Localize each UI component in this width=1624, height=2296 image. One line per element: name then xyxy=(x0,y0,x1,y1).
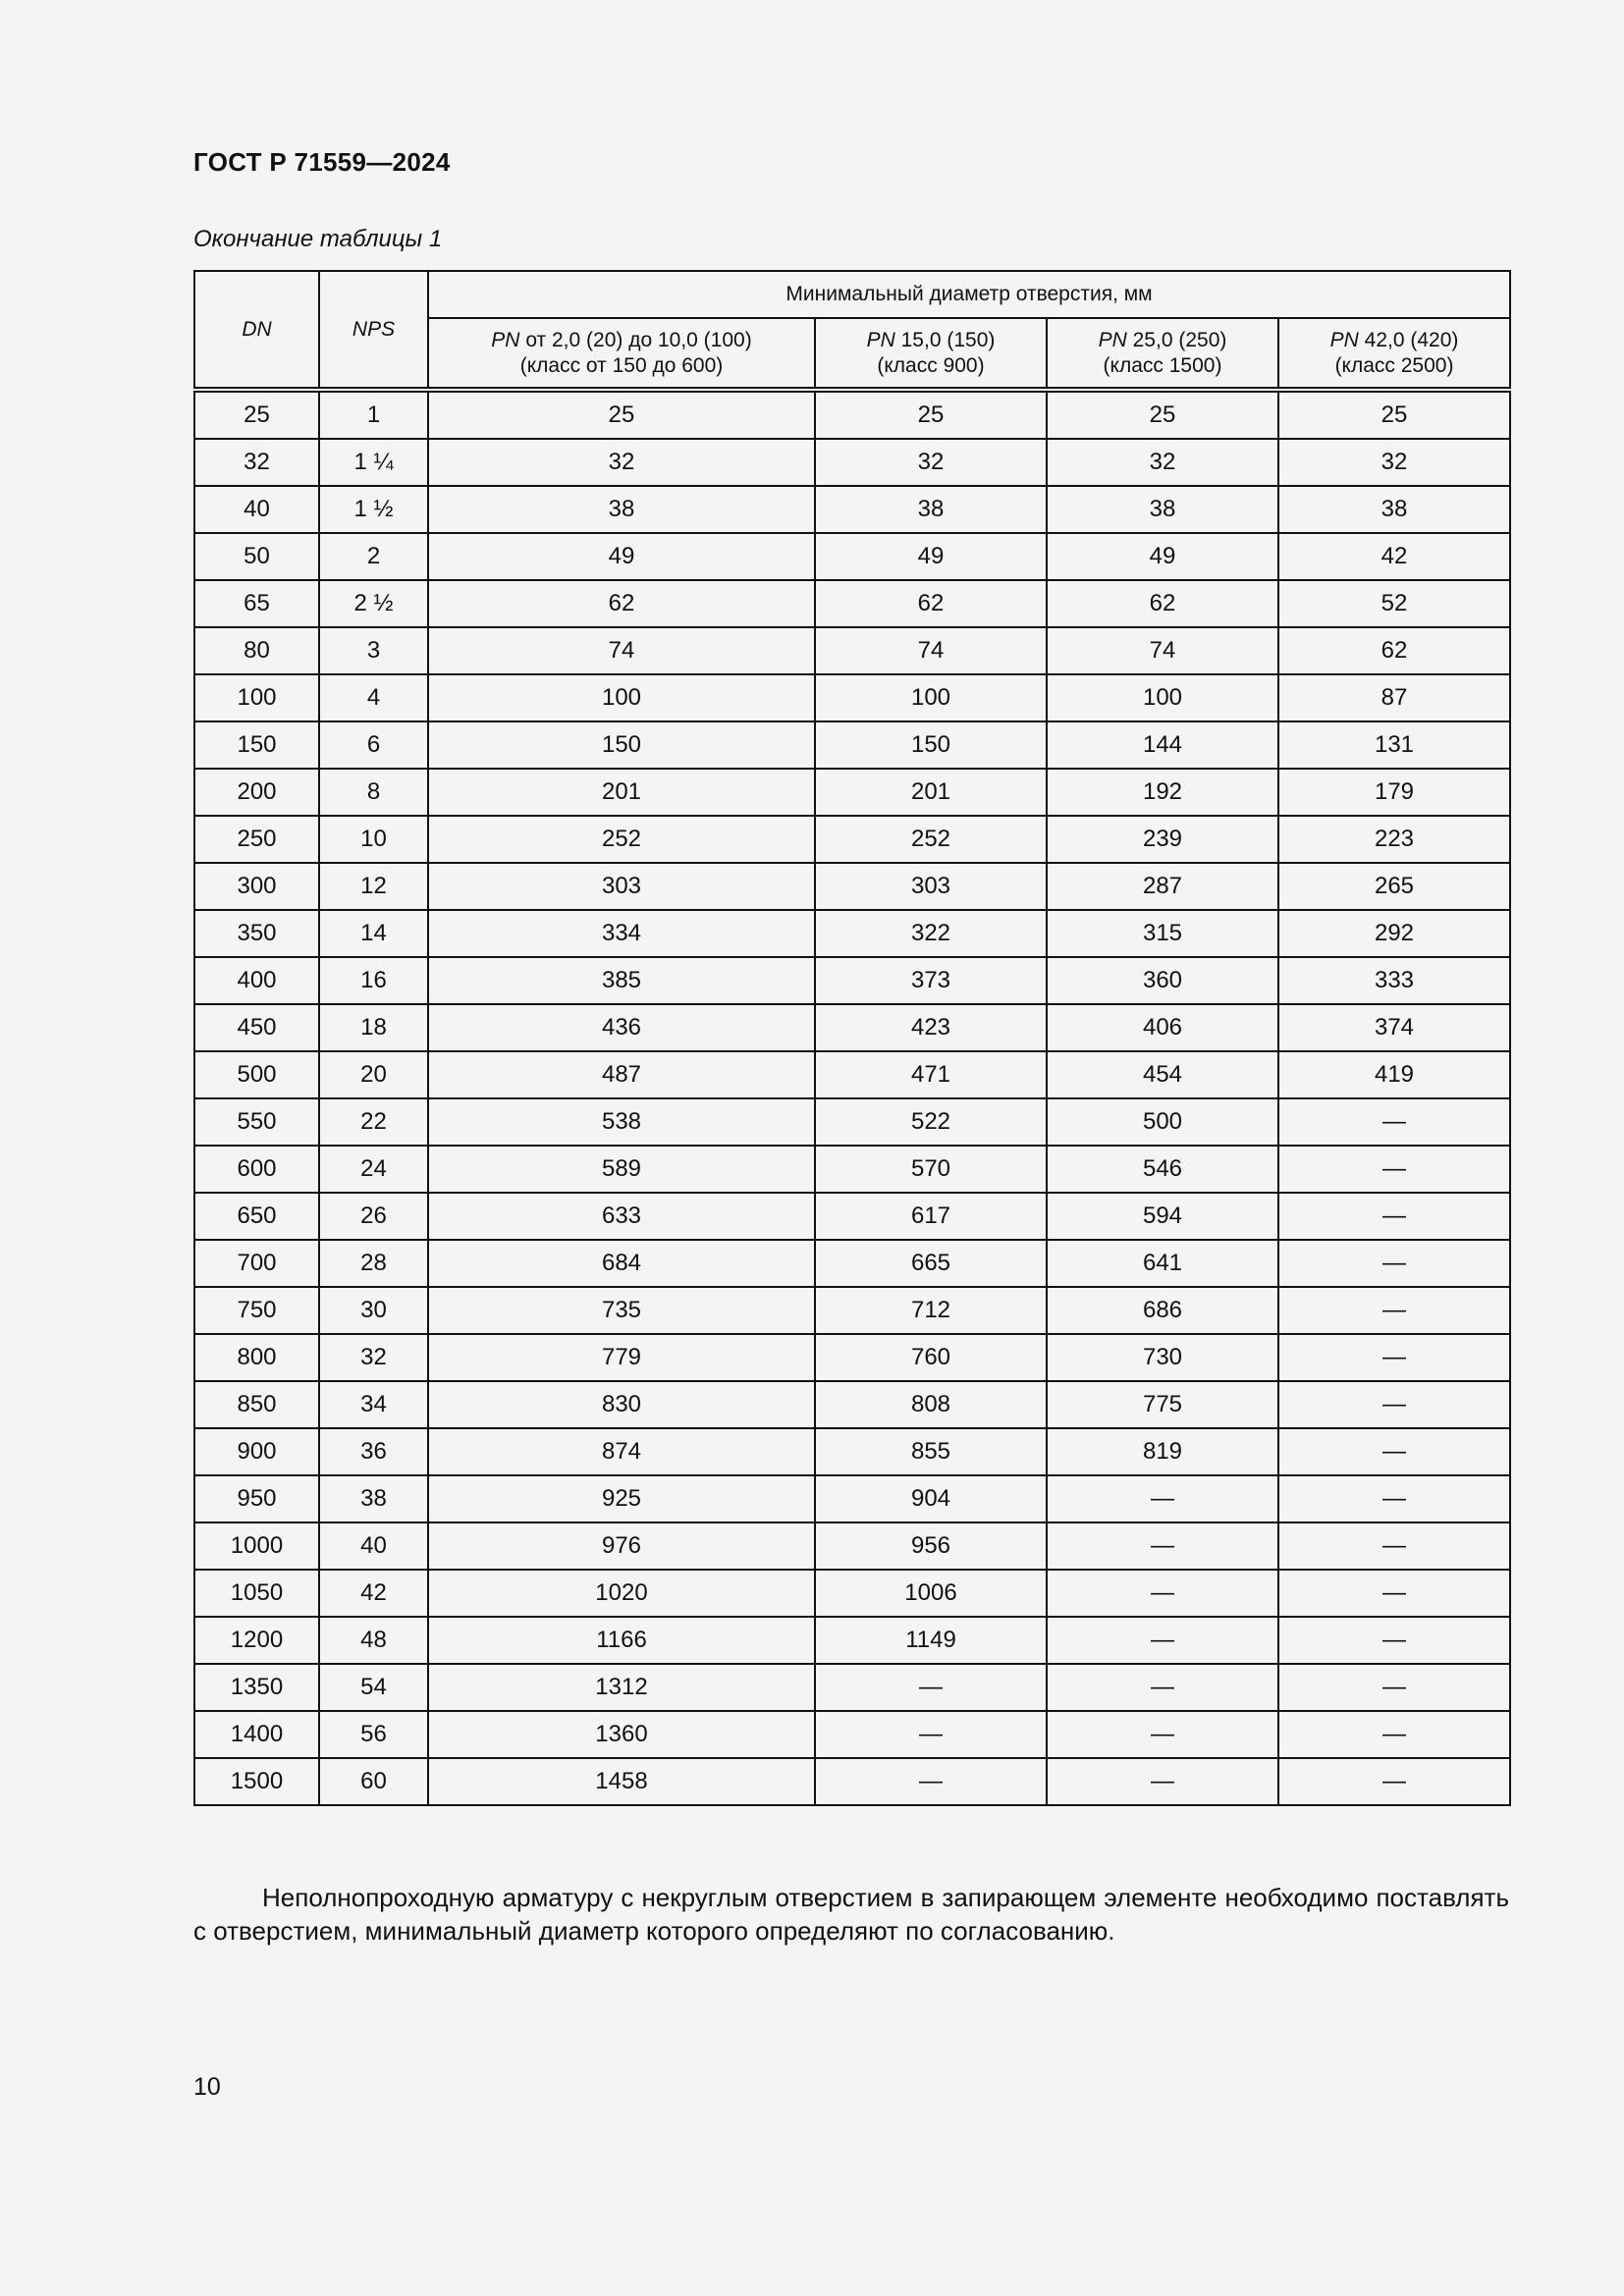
cell-class-150-600: 1166 xyxy=(428,1617,815,1664)
table-row xyxy=(194,486,1510,533)
cell-nps: 20 xyxy=(319,1051,428,1098)
cell-class-900: 49 xyxy=(815,533,1047,580)
header-line: 25,0 (250) xyxy=(1126,328,1227,351)
cell-nps: 48 xyxy=(319,1617,428,1664)
cell-dn: 1500 xyxy=(194,1758,319,1805)
cell-class-150-600: 1458 xyxy=(428,1758,815,1805)
cell-dn: 350 xyxy=(194,910,319,957)
cell-dn: 150 xyxy=(194,721,319,769)
table-row xyxy=(194,1240,1510,1287)
table-row xyxy=(194,390,1510,439)
cell-nps: 8 xyxy=(319,769,428,816)
cell-class-150-600: 252 xyxy=(428,816,815,863)
table-row xyxy=(194,1475,1510,1522)
cell-nps: 24 xyxy=(319,1146,428,1193)
table-row xyxy=(194,1287,1510,1334)
cell-class-900: 665 xyxy=(815,1240,1047,1287)
header-pn-class-150-600 xyxy=(428,318,815,390)
cell-dn: 400 xyxy=(194,957,319,1004)
cell-class-150-600: 201 xyxy=(428,769,815,816)
cell-class-1500: 360 xyxy=(1047,957,1278,1004)
cell-class-900: 62 xyxy=(815,580,1047,627)
cell-class-1500: 144 xyxy=(1047,721,1278,769)
cell-class-2500: 265 xyxy=(1278,863,1510,910)
table-row xyxy=(194,1428,1510,1475)
cell-class-900: 25 xyxy=(815,390,1047,439)
cell-class-2500: — xyxy=(1278,1475,1510,1522)
cell-class-900: 32 xyxy=(815,439,1047,486)
cell-class-900: 74 xyxy=(815,627,1047,674)
table-row xyxy=(194,1004,1510,1051)
cell-class-150-600: 779 xyxy=(428,1334,815,1381)
cell-dn: 65 xyxy=(194,580,319,627)
cell-nps: 40 xyxy=(319,1522,428,1570)
cell-class-900: 471 xyxy=(815,1051,1047,1098)
cell-class-1500: 74 xyxy=(1047,627,1278,674)
table-row xyxy=(194,1758,1510,1805)
cell-nps: 56 xyxy=(319,1711,428,1758)
cell-class-1500: — xyxy=(1047,1664,1278,1711)
cell-class-1500: 686 xyxy=(1047,1287,1278,1334)
table-body xyxy=(194,390,1510,1805)
cell-class-1500: — xyxy=(1047,1475,1278,1522)
table-row xyxy=(194,1522,1510,1570)
cell-nps: 1 xyxy=(319,390,428,439)
header-line: 15,0 (150) xyxy=(894,328,996,351)
cell-nps: 18 xyxy=(319,1004,428,1051)
cell-class-2500: — xyxy=(1278,1098,1510,1146)
table-row xyxy=(194,816,1510,863)
cell-class-1500: — xyxy=(1047,1711,1278,1758)
cell-dn: 900 xyxy=(194,1428,319,1475)
cell-class-150-600: 633 xyxy=(428,1193,815,1240)
cell-dn: 200 xyxy=(194,769,319,816)
table-row xyxy=(194,1193,1510,1240)
cell-class-900: 956 xyxy=(815,1522,1047,1570)
cell-class-2500: — xyxy=(1278,1287,1510,1334)
header-line: 42,0 (420) xyxy=(1358,328,1459,351)
cell-class-1500: 192 xyxy=(1047,769,1278,816)
cell-class-900: 855 xyxy=(815,1428,1047,1475)
cell-class-900: 100 xyxy=(815,674,1047,721)
cell-class-150-600: 74 xyxy=(428,627,815,674)
cell-nps: 1 ¼ xyxy=(319,439,428,486)
cell-class-2500: 32 xyxy=(1278,439,1510,486)
cell-class-1500: 49 xyxy=(1047,533,1278,580)
cell-nps: 30 xyxy=(319,1287,428,1334)
cell-nps: 54 xyxy=(319,1664,428,1711)
table-row xyxy=(194,1381,1510,1428)
cell-class-900: 522 xyxy=(815,1098,1047,1146)
cell-class-1500: — xyxy=(1047,1522,1278,1570)
table-row xyxy=(194,1098,1510,1146)
cell-class-2500: — xyxy=(1278,1758,1510,1805)
cell-class-150-600: 25 xyxy=(428,390,815,439)
cell-class-900: 1149 xyxy=(815,1617,1047,1664)
cell-class-150-600: 150 xyxy=(428,721,815,769)
cell-class-2500: — xyxy=(1278,1664,1510,1711)
min-bore-diameter-table xyxy=(193,270,1511,1806)
cell-class-150-600: 49 xyxy=(428,533,815,580)
cell-class-900: 252 xyxy=(815,816,1047,863)
cell-nps: 38 xyxy=(319,1475,428,1522)
cell-nps: 3 xyxy=(319,627,428,674)
cell-dn: 1000 xyxy=(194,1522,319,1570)
cell-class-2500: 333 xyxy=(1278,957,1510,1004)
cell-class-1500: — xyxy=(1047,1758,1278,1805)
cell-nps: 16 xyxy=(319,957,428,1004)
cell-class-150-600: 538 xyxy=(428,1098,815,1146)
table-row xyxy=(194,910,1510,957)
cell-class-2500: 25 xyxy=(1278,390,1510,439)
cell-class-1500: — xyxy=(1047,1617,1278,1664)
cell-class-150-600: 303 xyxy=(428,863,815,910)
cell-nps: 4 xyxy=(319,674,428,721)
cell-class-150-600: 589 xyxy=(428,1146,815,1193)
cell-class-1500: 287 xyxy=(1047,863,1278,910)
page-number: 10 xyxy=(193,2073,221,2101)
cell-class-150-600: 32 xyxy=(428,439,815,486)
cell-nps: 32 xyxy=(319,1334,428,1381)
cell-class-1500: 500 xyxy=(1047,1098,1278,1146)
table-row xyxy=(194,769,1510,816)
cell-class-150-600: 830 xyxy=(428,1381,815,1428)
table-row xyxy=(194,439,1510,486)
cell-dn: 1050 xyxy=(194,1570,319,1617)
table-row xyxy=(194,1570,1510,1617)
cell-class-1500: 546 xyxy=(1047,1146,1278,1193)
cell-nps: 2 xyxy=(319,533,428,580)
cell-class-2500: — xyxy=(1278,1193,1510,1240)
cell-nps: 6 xyxy=(319,721,428,769)
cell-class-2500: 62 xyxy=(1278,627,1510,674)
cell-nps: 36 xyxy=(319,1428,428,1475)
cell-dn: 1200 xyxy=(194,1617,319,1664)
cell-nps: 14 xyxy=(319,910,428,957)
cell-class-2500: — xyxy=(1278,1617,1510,1664)
cell-dn: 1400 xyxy=(194,1711,319,1758)
note-paragraph: Неполнопроходную арматуру с некруглым отверстием в запирающем элементе необходимо поставлять с отверстием, минимальный диаметр которого определяют по согласованию. xyxy=(193,1883,1509,1946)
header-line: от 2,0 (20) до 10,0 (100) xyxy=(519,328,752,351)
cell-nps: 22 xyxy=(319,1098,428,1146)
cell-dn: 250 xyxy=(194,816,319,863)
cell-class-1500: 819 xyxy=(1047,1428,1278,1475)
cell-class-150-600: 976 xyxy=(428,1522,815,1570)
cell-dn: 40 xyxy=(194,486,319,533)
cell-class-900: 808 xyxy=(815,1381,1047,1428)
table-row xyxy=(194,1711,1510,1758)
cell-class-900: 423 xyxy=(815,1004,1047,1051)
table-row xyxy=(194,863,1510,910)
table-row xyxy=(194,1664,1510,1711)
cell-class-2500: 179 xyxy=(1278,769,1510,816)
pn-label: PN xyxy=(1329,328,1359,351)
cell-dn: 32 xyxy=(194,439,319,486)
cell-class-1500: 62 xyxy=(1047,580,1278,627)
cell-class-2500: — xyxy=(1278,1711,1510,1758)
cell-nps: 26 xyxy=(319,1193,428,1240)
cell-class-2500: 87 xyxy=(1278,674,1510,721)
cell-class-2500: — xyxy=(1278,1146,1510,1193)
cell-nps: 10 xyxy=(319,816,428,863)
header-pn-class-900 xyxy=(815,318,1047,390)
cell-class-1500: 25 xyxy=(1047,390,1278,439)
cell-nps: 28 xyxy=(319,1240,428,1287)
table-row xyxy=(194,721,1510,769)
cell-dn: 950 xyxy=(194,1475,319,1522)
cell-class-2500: — xyxy=(1278,1240,1510,1287)
cell-nps: 60 xyxy=(319,1758,428,1805)
cell-class-2500: — xyxy=(1278,1428,1510,1475)
cell-class-2500: 223 xyxy=(1278,816,1510,863)
cell-class-1500: 730 xyxy=(1047,1334,1278,1381)
cell-class-900: 1006 xyxy=(815,1570,1047,1617)
cell-class-150-600: 735 xyxy=(428,1287,815,1334)
cell-class-2500: 38 xyxy=(1278,486,1510,533)
cell-class-900: 201 xyxy=(815,769,1047,816)
cell-dn: 50 xyxy=(194,533,319,580)
cell-class-1500: 239 xyxy=(1047,816,1278,863)
cell-class-900: 712 xyxy=(815,1287,1047,1334)
cell-class-150-600: 1020 xyxy=(428,1570,815,1617)
header-dn: DN xyxy=(194,271,319,390)
cell-dn: 800 xyxy=(194,1334,319,1381)
cell-class-2500: 131 xyxy=(1278,721,1510,769)
cell-class-1500: 594 xyxy=(1047,1193,1278,1240)
cell-class-2500: 419 xyxy=(1278,1051,1510,1098)
cell-class-150-600: 1312 xyxy=(428,1664,815,1711)
cell-dn: 550 xyxy=(194,1098,319,1146)
cell-class-2500: — xyxy=(1278,1570,1510,1617)
cell-class-150-600: 874 xyxy=(428,1428,815,1475)
table-row xyxy=(194,674,1510,721)
cell-class-900: 150 xyxy=(815,721,1047,769)
cell-class-900: — xyxy=(815,1758,1047,1805)
cell-class-2500: 42 xyxy=(1278,533,1510,580)
cell-dn: 450 xyxy=(194,1004,319,1051)
cell-class-1500: 406 xyxy=(1047,1004,1278,1051)
cell-class-900: 373 xyxy=(815,957,1047,1004)
cell-dn: 25 xyxy=(194,390,319,439)
cell-class-1500: 775 xyxy=(1047,1381,1278,1428)
cell-class-2500: — xyxy=(1278,1334,1510,1381)
cell-dn: 100 xyxy=(194,674,319,721)
header-min-diameter: Минимальный диаметр отверстия, мм xyxy=(428,271,1510,318)
cell-dn: 600 xyxy=(194,1146,319,1193)
header-pn-class-2500 xyxy=(1278,318,1510,390)
document-code: ГОСТ Р 71559—2024 xyxy=(193,147,451,177)
table-row xyxy=(194,627,1510,674)
cell-class-2500: 374 xyxy=(1278,1004,1510,1051)
cell-dn: 1350 xyxy=(194,1664,319,1711)
cell-class-1500: 32 xyxy=(1047,439,1278,486)
cell-class-2500: 292 xyxy=(1278,910,1510,957)
table-row xyxy=(194,580,1510,627)
cell-class-900: 38 xyxy=(815,486,1047,533)
cell-class-1500: 100 xyxy=(1047,674,1278,721)
table-row xyxy=(194,533,1510,580)
cell-class-2500: — xyxy=(1278,1522,1510,1570)
cell-class-900: 303 xyxy=(815,863,1047,910)
header-line: (класс 1500) xyxy=(1103,353,1222,377)
cell-class-150-600: 436 xyxy=(428,1004,815,1051)
cell-class-150-600: 925 xyxy=(428,1475,815,1522)
cell-dn: 750 xyxy=(194,1287,319,1334)
cell-class-1500: 454 xyxy=(1047,1051,1278,1098)
cell-dn: 700 xyxy=(194,1240,319,1287)
table-row xyxy=(194,1617,1510,1664)
cell-class-1500: 38 xyxy=(1047,486,1278,533)
cell-class-900: 570 xyxy=(815,1146,1047,1193)
cell-class-150-600: 1360 xyxy=(428,1711,815,1758)
cell-class-1500: — xyxy=(1047,1570,1278,1617)
cell-dn: 300 xyxy=(194,863,319,910)
cell-class-150-600: 385 xyxy=(428,957,815,1004)
cell-nps: 2 ½ xyxy=(319,580,428,627)
cell-class-900: 904 xyxy=(815,1475,1047,1522)
table-row xyxy=(194,1334,1510,1381)
header-pn-class-1500 xyxy=(1047,318,1278,390)
cell-class-150-600: 334 xyxy=(428,910,815,957)
cell-class-150-600: 38 xyxy=(428,486,815,533)
cell-class-900: 760 xyxy=(815,1334,1047,1381)
header-line: (класс от 150 до 600) xyxy=(519,353,724,377)
cell-class-1500: 641 xyxy=(1047,1240,1278,1287)
cell-dn: 850 xyxy=(194,1381,319,1428)
cell-class-900: 322 xyxy=(815,910,1047,957)
table-row xyxy=(194,1146,1510,1193)
cell-class-900: 617 xyxy=(815,1193,1047,1240)
cell-dn: 80 xyxy=(194,627,319,674)
cell-class-150-600: 100 xyxy=(428,674,815,721)
header-line: (класс 2500) xyxy=(1334,353,1454,377)
cell-nps: 1 ½ xyxy=(319,486,428,533)
table-row xyxy=(194,1051,1510,1098)
cell-class-150-600: 487 xyxy=(428,1051,815,1098)
cell-nps: 42 xyxy=(319,1570,428,1617)
pn-label: PN xyxy=(866,328,895,351)
cell-class-150-600: 684 xyxy=(428,1240,815,1287)
cell-class-150-600: 62 xyxy=(428,580,815,627)
cell-class-2500: 52 xyxy=(1278,580,1510,627)
table-caption: Окончание таблицы 1 xyxy=(193,226,443,252)
cell-class-2500: — xyxy=(1278,1381,1510,1428)
table-row xyxy=(194,957,1510,1004)
cell-class-1500: 315 xyxy=(1047,910,1278,957)
cell-nps: 34 xyxy=(319,1381,428,1428)
cell-dn: 500 xyxy=(194,1051,319,1098)
cell-nps: 12 xyxy=(319,863,428,910)
cell-class-900: — xyxy=(815,1711,1047,1758)
header-line: (класс 900) xyxy=(877,353,985,377)
pn-label: PN xyxy=(491,328,520,351)
pn-label: PN xyxy=(1098,328,1127,351)
cell-dn: 650 xyxy=(194,1193,319,1240)
cell-class-900: — xyxy=(815,1664,1047,1711)
header-nps: NPS xyxy=(319,271,428,390)
